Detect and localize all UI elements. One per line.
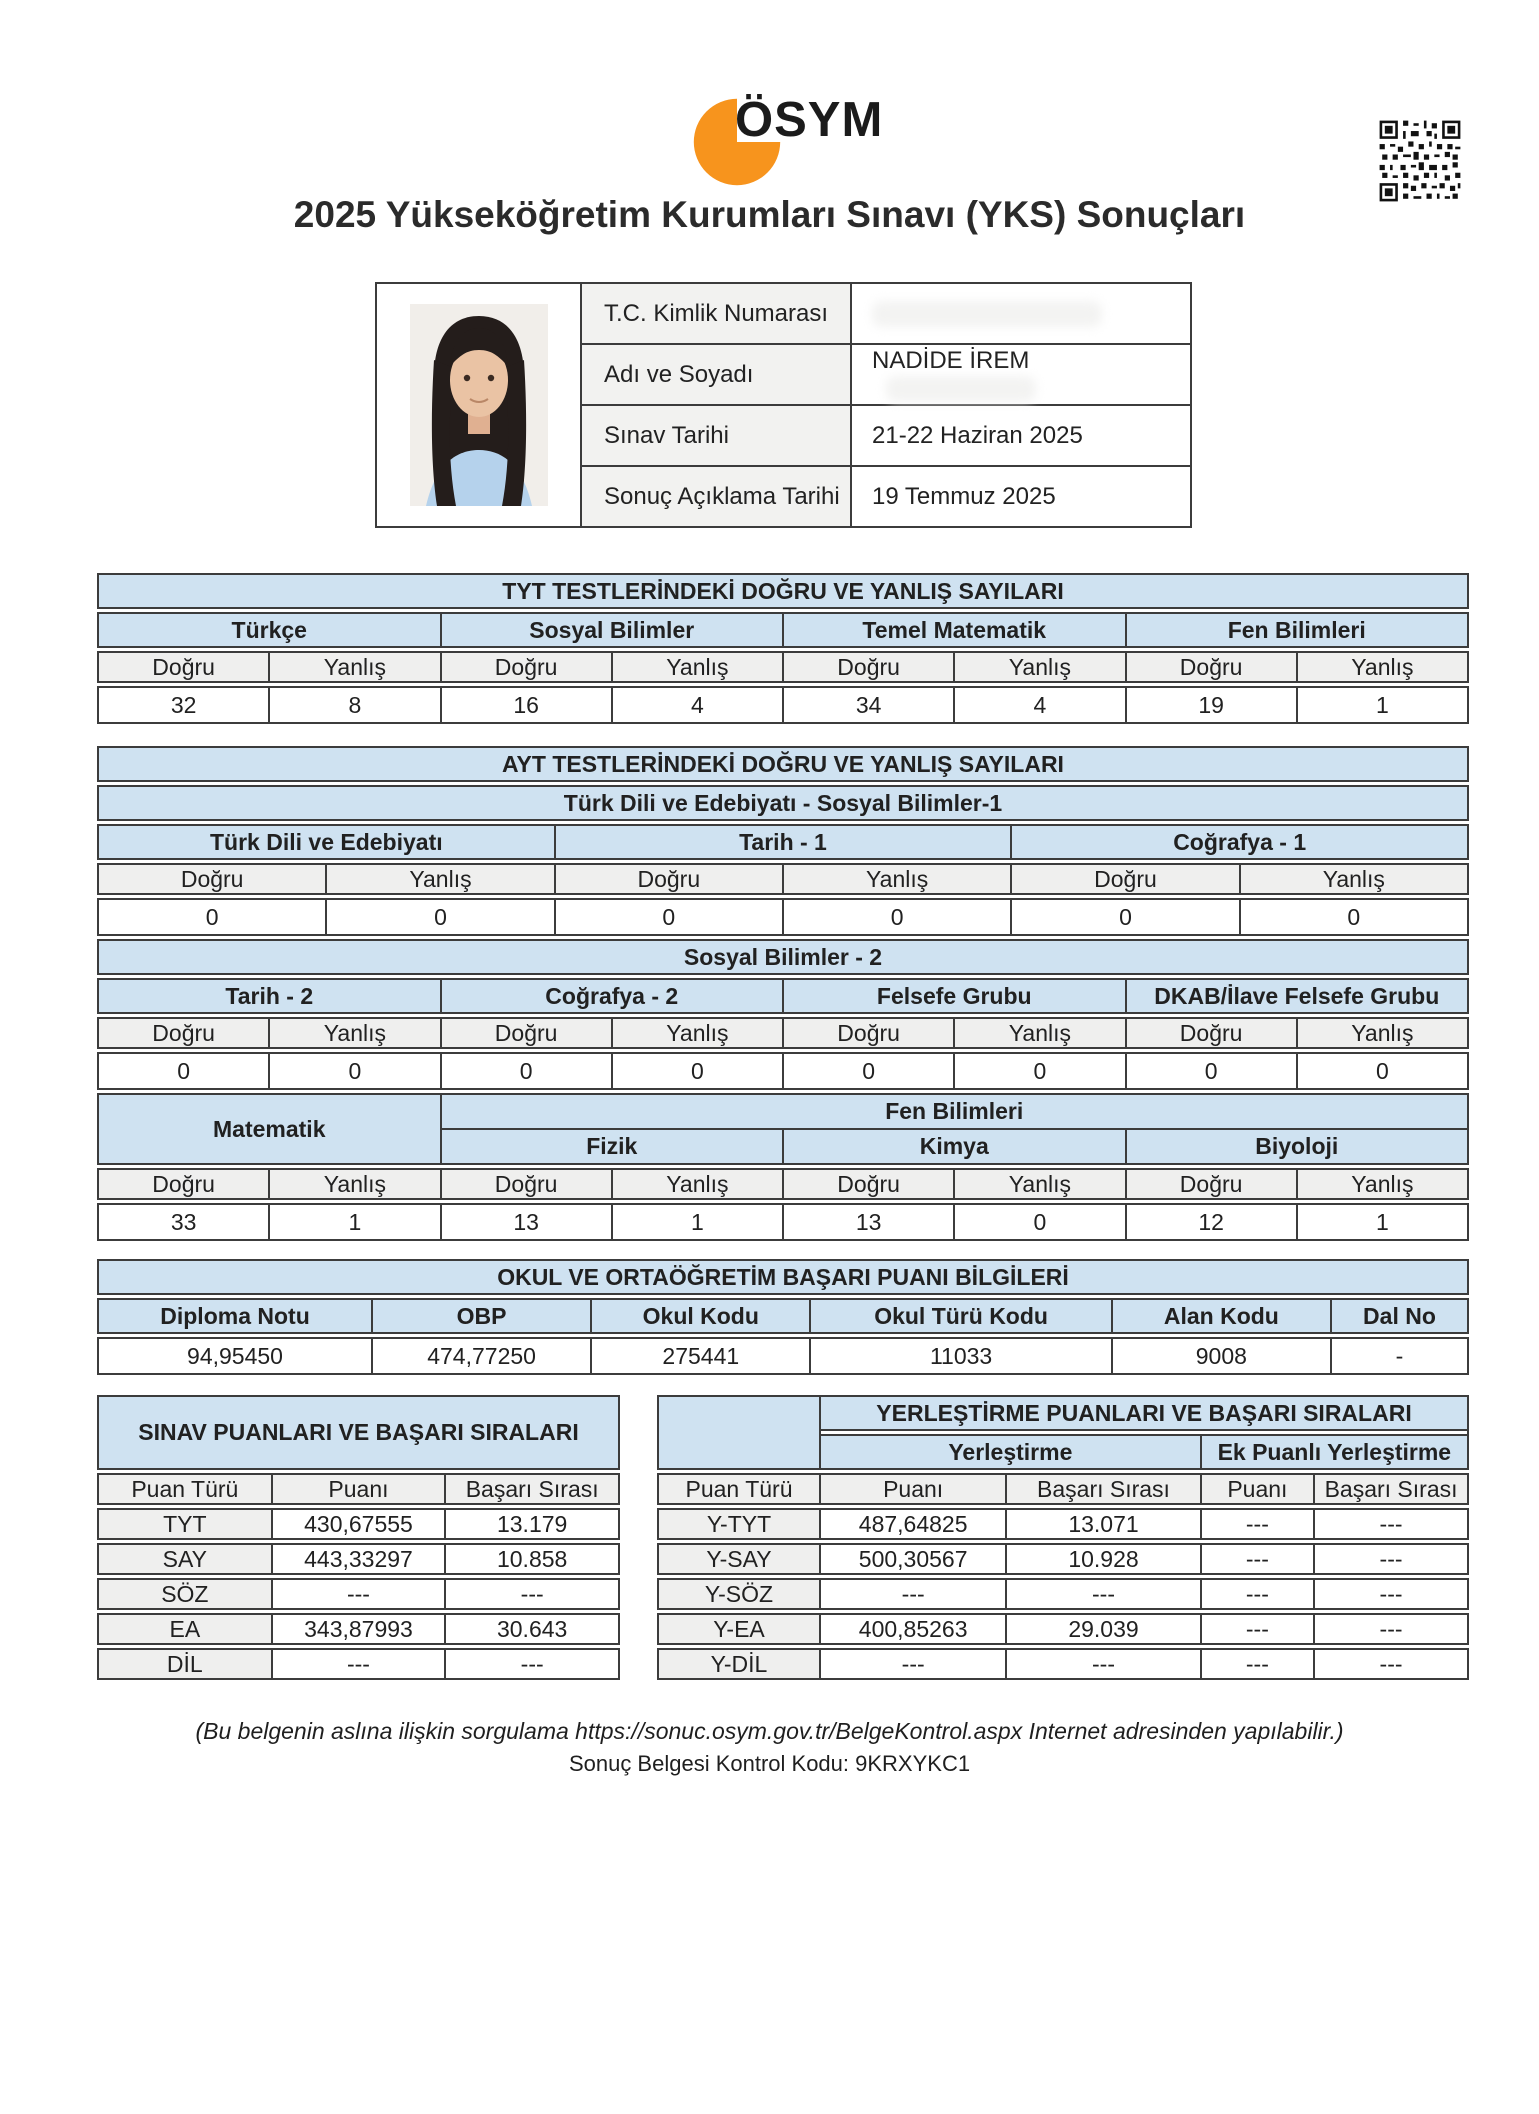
- column-header: Alan Kodu: [1112, 1299, 1331, 1333]
- ek-rank-value: ---: [1314, 1579, 1468, 1609]
- ek-score-value: ---: [1201, 1649, 1314, 1679]
- school-table-title: OKUL VE ORTAÖĞRETİM BAŞARI PUANI BİLGİLERİ: [98, 1260, 1468, 1294]
- yanlis-header: Yanlış: [326, 864, 554, 894]
- dogru-header: Doğru: [98, 1018, 269, 1048]
- field-value-name: NADİDE İREM: [851, 344, 1191, 405]
- field-label-tc-kimlik: T.C. Kimlik Numarası: [581, 283, 851, 344]
- value-cell: 12: [1126, 1204, 1297, 1240]
- subject-header: Coğrafya - 2: [441, 979, 784, 1013]
- score-type: EA: [98, 1614, 272, 1644]
- exam-scores-table: [97, 1395, 620, 1680]
- column-header: Okul Türü Kodu: [810, 1299, 1111, 1333]
- yanlis-header: Yanlış: [612, 652, 783, 682]
- yanlis-header: Yanlış: [269, 1018, 440, 1048]
- value-cell: 9008: [1112, 1338, 1331, 1374]
- score-value: ---: [272, 1579, 446, 1609]
- value-cell: 19: [1126, 687, 1297, 723]
- dogru-header: Doğru: [441, 1169, 612, 1199]
- column-header: OBP: [372, 1299, 591, 1333]
- verification-note: (Bu belgenin aslına ilişkin sorgulama https://sonuc.osym.gov.tr/BelgeKontrol.aspx Internet adresinden yapılabilir.): [195, 1718, 1344, 1744]
- document-header: [0, 0, 1539, 192]
- rank-value: 13.071: [1006, 1509, 1200, 1539]
- redacted-smudge: [886, 376, 1036, 402]
- score-value: 487,64825: [820, 1509, 1006, 1539]
- subject-header: Kimya: [783, 1129, 1126, 1164]
- rank-value: 29.039: [1006, 1614, 1200, 1644]
- score-type: SÖZ: [98, 1579, 272, 1609]
- score-value: ---: [272, 1649, 446, 1679]
- dogru-header: Doğru: [1126, 1169, 1297, 1199]
- column-header: Puanı: [272, 1474, 446, 1504]
- subject-header: Biyoloji: [1126, 1129, 1469, 1164]
- value-cell: 0: [954, 1053, 1125, 1089]
- ayt-table-title: AYT TESTLERİNDEKİ DOĞRU VE YANLIŞ SAYILARI: [98, 747, 1468, 781]
- placement-header-empty-cell: [658, 1396, 820, 1469]
- qr-code-icon: [1377, 118, 1463, 204]
- group-header-ek-puanli: Ek Puanlı Yerleştirme: [1201, 1435, 1468, 1469]
- column-header: Diploma Notu: [98, 1299, 372, 1333]
- yanlis-header: Yanlış: [1297, 1018, 1468, 1048]
- portrait-photo-image: [410, 304, 548, 506]
- dogru-header: Doğru: [1126, 652, 1297, 682]
- document-footer: [0, 1718, 1539, 1777]
- group-title: Türk Dili ve Edebiyatı - Sosyal Bilimler-1: [98, 786, 1468, 820]
- ek-rank-value: ---: [1314, 1509, 1468, 1539]
- value-cell: 0: [269, 1053, 440, 1089]
- value-cell: 0: [783, 899, 1011, 935]
- value-cell: 4: [612, 687, 783, 723]
- yanlis-header: Yanlış: [954, 652, 1125, 682]
- tyt-results-table: [97, 573, 1469, 724]
- column-header: Başarı Sırası: [1314, 1474, 1468, 1504]
- value-cell: 474,77250: [372, 1338, 591, 1374]
- subject-header: Türkçe: [98, 613, 441, 647]
- ek-rank-value: ---: [1314, 1544, 1468, 1574]
- score-value: 430,67555: [272, 1509, 446, 1539]
- score-type: TYT: [98, 1509, 272, 1539]
- column-header: Puan Türü: [658, 1474, 820, 1504]
- value-cell: 32: [98, 687, 269, 723]
- subject-header: Fizik: [441, 1129, 784, 1164]
- school-info-table: [97, 1259, 1469, 1375]
- dogru-header: Doğru: [441, 1018, 612, 1048]
- value-cell: 8: [269, 687, 440, 723]
- value-cell: 0: [1297, 1053, 1468, 1089]
- value-cell: 275441: [591, 1338, 810, 1374]
- subject-header: Coğrafya - 1: [1011, 825, 1468, 859]
- value-cell: 0: [954, 1204, 1125, 1240]
- value-cell: 4: [954, 687, 1125, 723]
- dogru-header: Doğru: [783, 1018, 954, 1048]
- osym-logo-text: ÖSYM: [735, 93, 884, 147]
- yanlis-header: Yanlış: [269, 652, 440, 682]
- yanlis-header: Yanlış: [954, 1018, 1125, 1048]
- rank-value: 10.928: [1006, 1544, 1200, 1574]
- value-cell: 11033: [810, 1338, 1111, 1374]
- group-header-yerlestirme: Yerleştirme: [820, 1435, 1201, 1469]
- yanlis-header: Yanlış: [1297, 1169, 1468, 1199]
- subject-header: Sosyal Bilimler: [441, 613, 784, 647]
- dogru-header: Doğru: [783, 652, 954, 682]
- field-label-name: Adı ve Soyadı: [581, 344, 851, 405]
- value-cell: 1: [269, 1204, 440, 1240]
- rank-value: 13.179: [445, 1509, 619, 1539]
- value-cell: 0: [98, 1053, 269, 1089]
- column-header: Puanı: [1201, 1474, 1314, 1504]
- yanlis-header: Yanlış: [612, 1169, 783, 1199]
- column-header: Puan Türü: [98, 1474, 272, 1504]
- value-cell: 0: [1126, 1053, 1297, 1089]
- column-header: Dal No: [1331, 1299, 1468, 1333]
- dogru-header: Doğru: [98, 1169, 269, 1199]
- value-cell: 0: [98, 899, 326, 935]
- subject-header: Temel Matematik: [783, 613, 1126, 647]
- ek-rank-value: ---: [1314, 1614, 1468, 1644]
- value-cell: 13: [441, 1204, 612, 1240]
- value-cell: 34: [783, 687, 954, 723]
- subject-header: DKAB/İlave Felsefe Grubu: [1126, 979, 1469, 1013]
- value-cell: 16: [441, 687, 612, 723]
- subject-header: Tarih - 2: [98, 979, 441, 1013]
- score-type: Y-TYT: [658, 1509, 820, 1539]
- column-header: Başarı Sırası: [1006, 1474, 1200, 1504]
- page-title: 2025 Yükseköğretim Kurumları Sınavı (YKS) Sonuçları: [293, 194, 1246, 235]
- rank-value: ---: [445, 1579, 619, 1609]
- control-code: Sonuç Belgesi Kontrol Kodu: 9KRXYKC1: [568, 1751, 971, 1776]
- score-type: DİL: [98, 1649, 272, 1679]
- value-cell: 1: [1297, 1204, 1468, 1240]
- group-title: Sosyal Bilimler - 2: [98, 940, 1468, 974]
- dogru-header: Doğru: [1126, 1018, 1297, 1048]
- field-label-result-date: Sonuç Açıklama Tarihi: [581, 466, 851, 527]
- yanlis-header: Yanlış: [1240, 864, 1468, 894]
- ayt-results-table: [97, 746, 1469, 1241]
- exam-table-title: SINAV PUANLARI VE BAŞARI SIRALARI: [98, 1396, 619, 1469]
- ek-score-value: ---: [1201, 1544, 1314, 1574]
- column-header: Başarı Sırası: [445, 1474, 619, 1504]
- dogru-header: Doğru: [441, 652, 612, 682]
- score-type: SAY: [98, 1544, 272, 1574]
- ek-rank-value: ---: [1314, 1649, 1468, 1679]
- tyt-table-title: TYT TESTLERİNDEKİ DOĞRU VE YANLIŞ SAYILARI: [98, 574, 1468, 608]
- rank-value: ---: [1006, 1649, 1200, 1679]
- value-cell: 1: [612, 1204, 783, 1240]
- ek-score-value: ---: [1201, 1614, 1314, 1644]
- score-value: ---: [820, 1579, 1006, 1609]
- field-value-tc-kimlik: [851, 283, 1191, 344]
- yanlis-header: Yanlış: [1297, 652, 1468, 682]
- scores-section: [97, 1395, 1469, 1680]
- value-cell: 0: [1240, 899, 1468, 935]
- yanlis-header: Yanlış: [612, 1018, 783, 1048]
- value-cell: 1: [1297, 687, 1468, 723]
- ek-score-value: ---: [1201, 1509, 1314, 1539]
- value-cell: 94,95450: [98, 1338, 372, 1374]
- rank-value: 10.858: [445, 1544, 619, 1574]
- subject-header: Felsefe Grubu: [783, 979, 1126, 1013]
- value-cell: 33: [98, 1204, 269, 1240]
- value-cell: 0: [612, 1053, 783, 1089]
- score-value: 500,30567: [820, 1544, 1006, 1574]
- score-type: Y-SAY: [658, 1544, 820, 1574]
- redacted-smudge: [872, 301, 1102, 327]
- score-value: ---: [820, 1649, 1006, 1679]
- subject-header: Fen Bilimleri: [1126, 613, 1469, 647]
- field-value-exam-date: 21-22 Haziran 2025: [851, 405, 1191, 466]
- rank-value: ---: [445, 1649, 619, 1679]
- value-cell: 0: [783, 1053, 954, 1089]
- dogru-header: Doğru: [98, 652, 269, 682]
- dogru-header: Doğru: [98, 864, 326, 894]
- value-cell: 0: [555, 899, 783, 935]
- table-row: [376, 283, 1191, 344]
- placement-scores-table: [657, 1395, 1469, 1680]
- yanlis-header: Yanlış: [269, 1169, 440, 1199]
- score-value: 343,87993: [272, 1614, 446, 1644]
- score-value: 400,85263: [820, 1614, 1006, 1644]
- field-label-exam-date: Sınav Tarihi: [581, 405, 851, 466]
- score-type: Y-SÖZ: [658, 1579, 820, 1609]
- value-cell: -: [1331, 1338, 1468, 1374]
- value-cell: 0: [441, 1053, 612, 1089]
- placement-table-title: YERLEŞTİRME PUANLARI VE BAŞARI SIRALARI: [820, 1396, 1468, 1430]
- rank-value: ---: [1006, 1579, 1200, 1609]
- column-header: Puanı: [820, 1474, 1006, 1504]
- value-cell: 0: [326, 899, 554, 935]
- ek-score-value: ---: [1201, 1579, 1314, 1609]
- column-header: Okul Kodu: [591, 1299, 810, 1333]
- subject-header: Tarih - 1: [555, 825, 1012, 859]
- value-cell: 0: [1011, 899, 1239, 935]
- yanlis-header: Yanlış: [783, 864, 1011, 894]
- subject-header-matematik: Matematik: [98, 1094, 441, 1164]
- personal-info-table: [375, 282, 1192, 528]
- yanlis-header: Yanlış: [954, 1169, 1125, 1199]
- score-type: Y-DİL: [658, 1649, 820, 1679]
- score-value: 443,33297: [272, 1544, 446, 1574]
- group-title-fen: Fen Bilimleri: [441, 1094, 1469, 1129]
- dogru-header: Doğru: [1011, 864, 1239, 894]
- dogru-header: Doğru: [783, 1169, 954, 1199]
- value-cell: 13: [783, 1204, 954, 1240]
- dogru-header: Doğru: [555, 864, 783, 894]
- score-type: Y-EA: [658, 1614, 820, 1644]
- subject-header: Türk Dili ve Edebiyatı: [98, 825, 555, 859]
- field-value-result-date: 19 Temmuz 2025: [851, 466, 1191, 527]
- rank-value: 30.643: [445, 1614, 619, 1644]
- candidate-photo: [376, 283, 581, 527]
